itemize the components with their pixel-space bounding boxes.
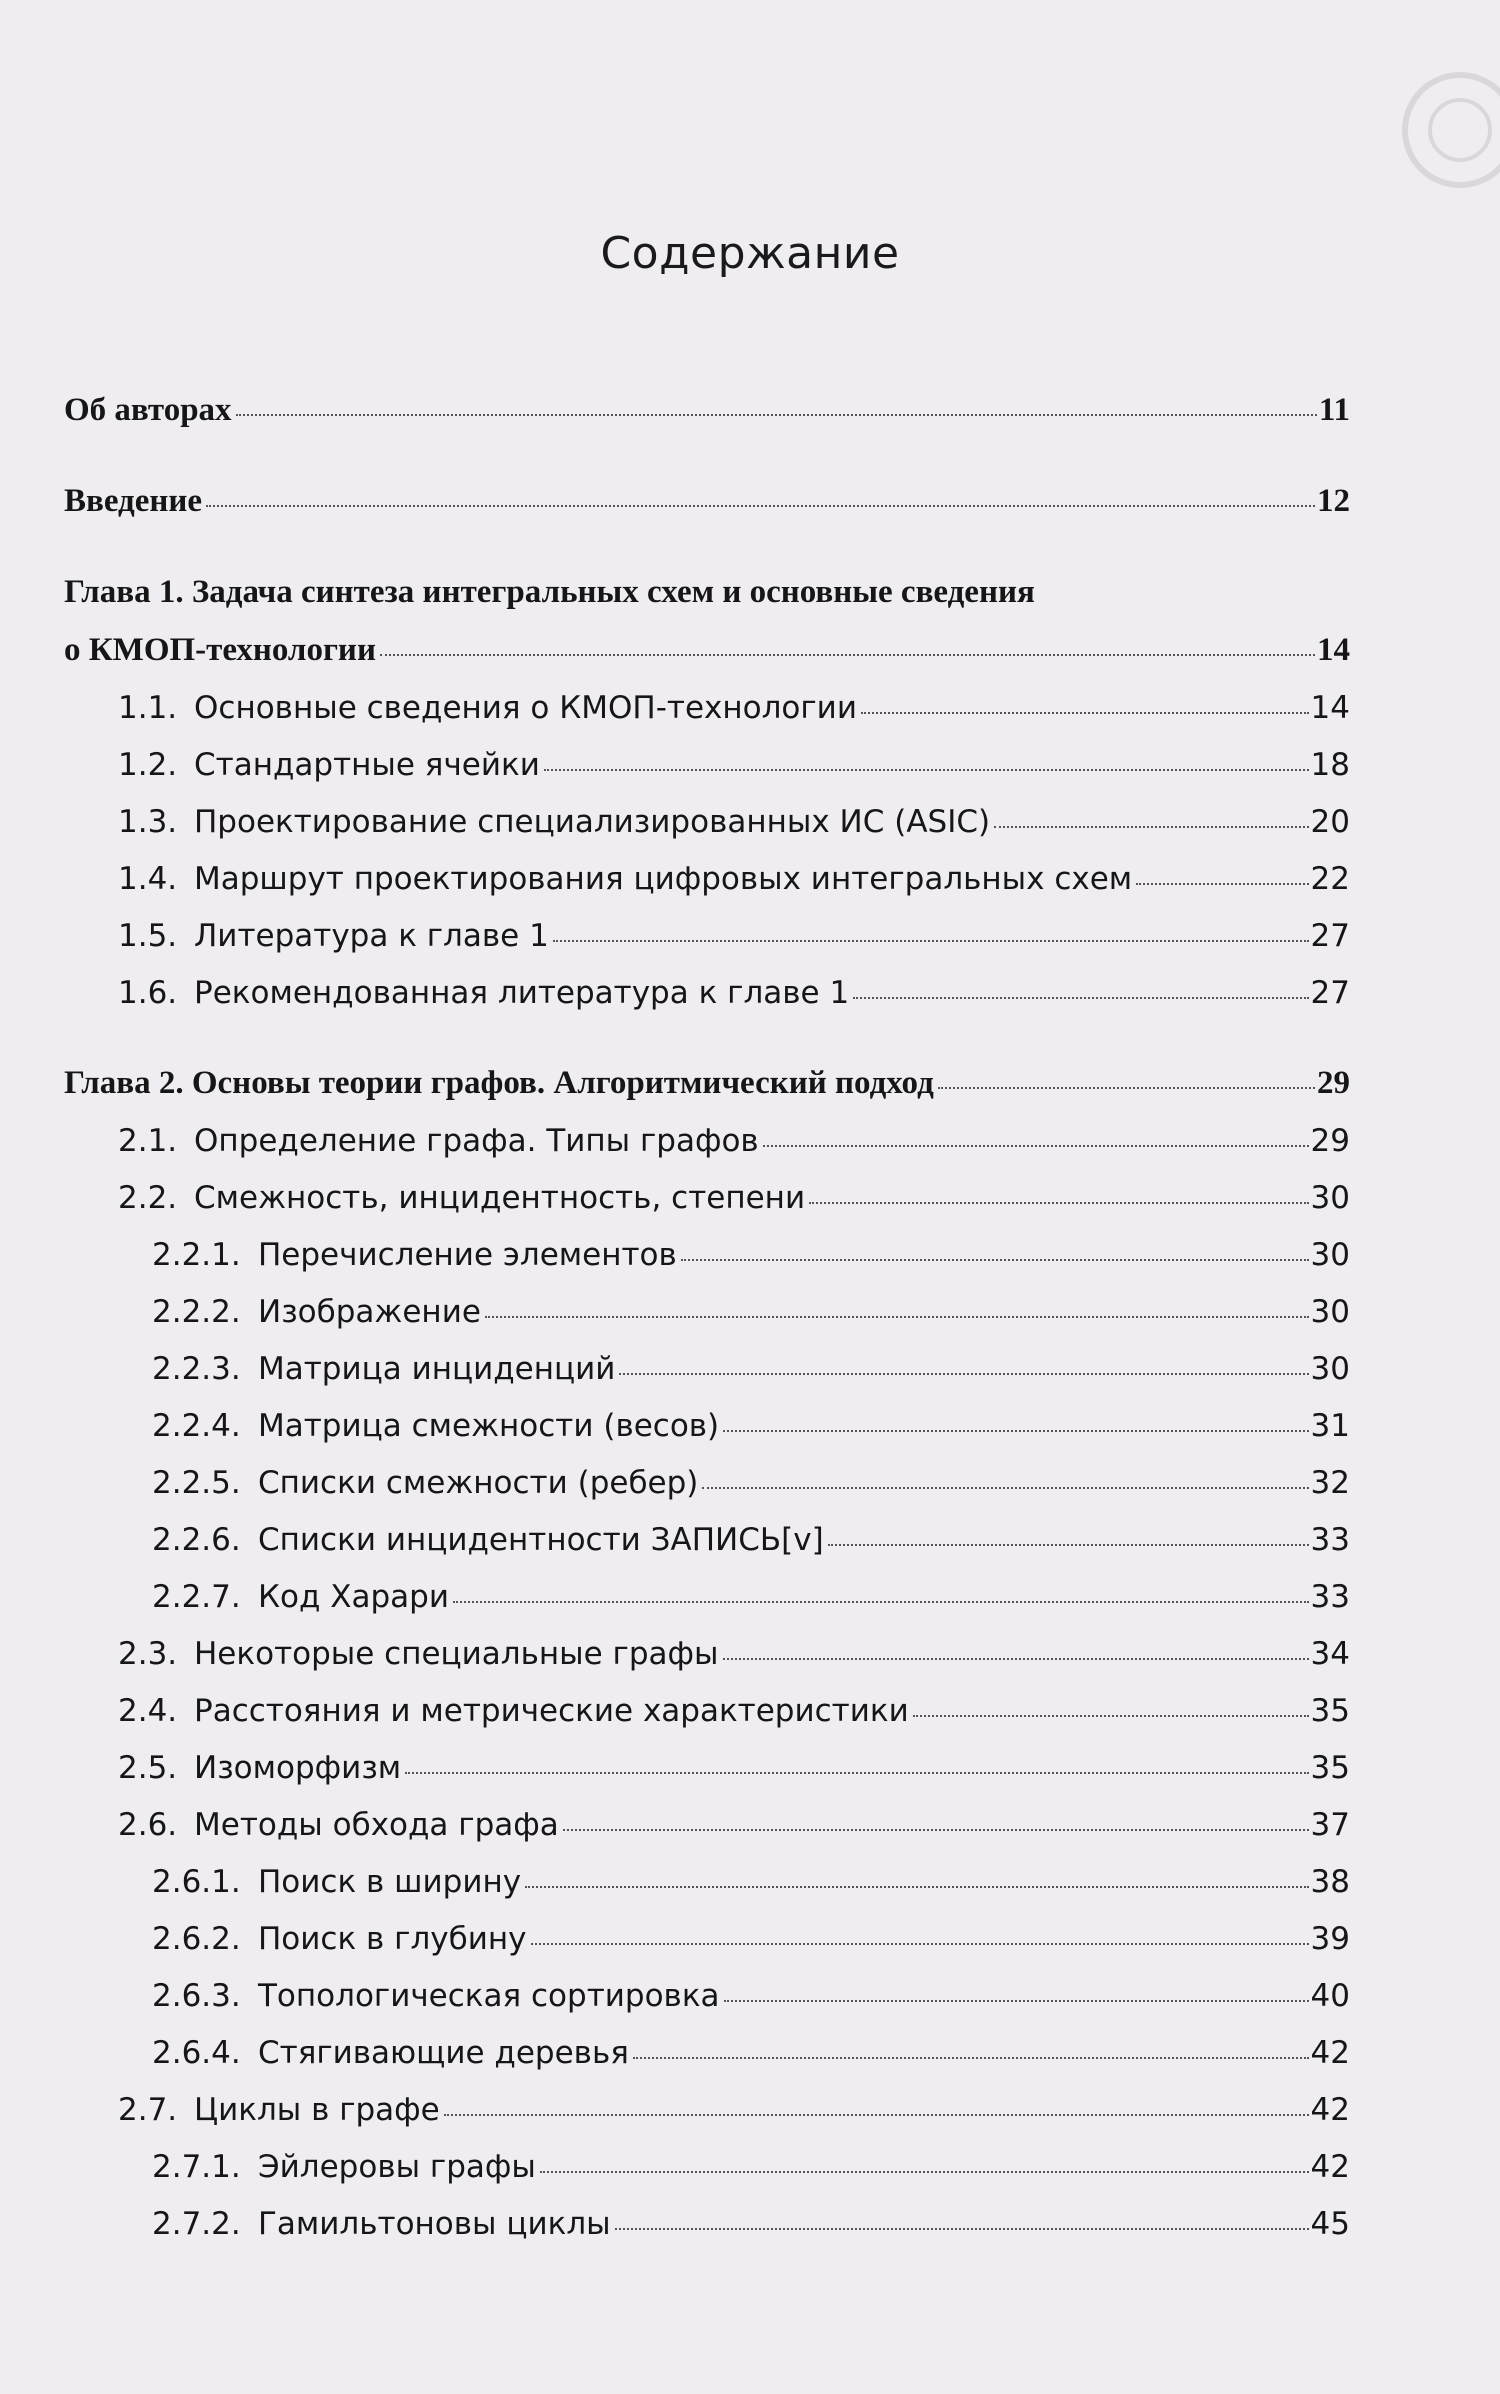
entry-page: 30 bbox=[1310, 1294, 1350, 1330]
entry-label: Поиск в ширину bbox=[258, 1864, 522, 1900]
toc-entry-2-7-1 bbox=[152, 2147, 1350, 2187]
toc-entry-2-2-2 bbox=[152, 1292, 1350, 1332]
entry-page: 32 bbox=[1310, 1465, 1350, 1501]
entry-page: 18 bbox=[1310, 747, 1350, 783]
entry-label: Рекомендованная литература к главе 1 bbox=[194, 975, 850, 1011]
toc-entry-2-7 bbox=[118, 2090, 1350, 2130]
entry-label: Основные сведения о КМОП-технологии bbox=[194, 690, 857, 726]
toc-entry-2-5 bbox=[118, 1748, 1350, 1788]
entry-page: 31 bbox=[1310, 1408, 1350, 1444]
dot-leader bbox=[861, 712, 1309, 714]
entry-page: 35 bbox=[1310, 1693, 1350, 1729]
dot-leader bbox=[723, 1430, 1308, 1432]
toc-entry-2-2-5 bbox=[152, 1463, 1350, 1503]
dot-leader bbox=[615, 2228, 1309, 2230]
entry-label: Эйлеровы графы bbox=[258, 2149, 536, 2185]
dot-leader bbox=[681, 1259, 1309, 1261]
toc-entry-2-2-4 bbox=[152, 1406, 1350, 1446]
entry-page: 29 bbox=[1310, 1123, 1350, 1159]
entry-number: 2.5. bbox=[118, 1750, 178, 1786]
bleed-through-logo bbox=[1270, 40, 1500, 200]
toc-entry-chapter-2 bbox=[64, 1063, 1350, 1103]
entry-number: 2.2.4. bbox=[152, 1408, 241, 1444]
dot-leader bbox=[994, 826, 1308, 828]
entry-page: 22 bbox=[1310, 861, 1350, 897]
dot-leader bbox=[828, 1544, 1309, 1546]
toc-entry-2-2-1 bbox=[152, 1235, 1350, 1275]
entry-label: Матрица смежности (весов) bbox=[258, 1408, 720, 1444]
toc-entry-2-4 bbox=[118, 1691, 1350, 1731]
entry-number: 2.2.6. bbox=[152, 1522, 241, 1558]
entry-number: 2.2.7. bbox=[152, 1579, 241, 1615]
entry-number: 2.7.2. bbox=[152, 2206, 241, 2242]
toc-entry-1-3 bbox=[118, 802, 1350, 842]
entry-number: 2.6.2. bbox=[152, 1921, 241, 1957]
entry-label: Код Харари bbox=[258, 1579, 449, 1615]
entry-page: 42 bbox=[1310, 2035, 1350, 2071]
entry-page: 30 bbox=[1310, 1180, 1350, 1216]
entry-number: 2.1. bbox=[118, 1123, 178, 1159]
entry-page: 14 bbox=[1317, 632, 1350, 668]
toc-entry-1-4 bbox=[118, 859, 1350, 899]
entry-label: Об авторах bbox=[64, 392, 232, 428]
toc-entry-2-2-3 bbox=[152, 1349, 1350, 1389]
dot-leader bbox=[809, 1202, 1308, 1204]
toc-entry-about-authors bbox=[64, 390, 1350, 430]
entry-number: 1.5. bbox=[118, 918, 178, 954]
entry-label: Стандартные ячейки bbox=[194, 747, 540, 783]
toc-entry-chapter-1 bbox=[64, 630, 1350, 670]
entry-number: 2.2.3. bbox=[152, 1351, 241, 1387]
toc-entry-1-5 bbox=[118, 916, 1350, 956]
toc-entry-2-2 bbox=[118, 1178, 1350, 1218]
entry-number: 1.3. bbox=[118, 804, 178, 840]
entry-label: Глава 2. Основы теории графов. Алгоритмический подход bbox=[64, 1065, 934, 1101]
entry-label: Изоморфизм bbox=[194, 1750, 402, 1786]
entry-label: Литература к главе 1 bbox=[194, 918, 549, 954]
toc-entry-2-1 bbox=[118, 1121, 1350, 1161]
toc-entry-1-2 bbox=[118, 745, 1350, 785]
dot-leader bbox=[525, 1886, 1308, 1888]
page-title: Содержание bbox=[600, 228, 900, 279]
entry-page: 40 bbox=[1310, 1978, 1350, 2014]
toc-entry-1-1 bbox=[118, 688, 1350, 728]
dot-leader bbox=[763, 1145, 1309, 1147]
entry-label: Глава 1. Задача синтеза интегральных схем и основные сведения bbox=[64, 574, 1035, 610]
entry-number: 1.6. bbox=[118, 975, 178, 1011]
toc-entry-2-6-4 bbox=[152, 2033, 1350, 2073]
entry-page: 42 bbox=[1310, 2092, 1350, 2128]
entry-label: Изображение bbox=[258, 1294, 481, 1330]
dot-leader bbox=[553, 940, 1309, 942]
toc-entry-2-6-3 bbox=[152, 1976, 1350, 2016]
entry-label: Топологическая сортировка bbox=[258, 1978, 720, 2014]
entry-label: Введение bbox=[64, 483, 203, 519]
dot-leader bbox=[206, 505, 1315, 507]
entry-label: Стягивающие деревья bbox=[258, 2035, 629, 2071]
dot-leader bbox=[702, 1487, 1308, 1489]
toc-entry-2-6 bbox=[118, 1805, 1350, 1845]
entry-page: 33 bbox=[1310, 1579, 1350, 1615]
entry-page: 38 bbox=[1310, 1864, 1350, 1900]
entry-label: Проектирование специализированных ИС (ASIC) bbox=[194, 804, 991, 840]
dot-leader bbox=[453, 1601, 1309, 1603]
dot-leader bbox=[444, 2114, 1309, 2116]
entry-page: 35 bbox=[1310, 1750, 1350, 1786]
toc-entry-2-3 bbox=[118, 1634, 1350, 1674]
entry-label: Списки инцидентности ЗАПИСЬ[v] bbox=[258, 1522, 824, 1558]
entry-number: 2.4. bbox=[118, 1693, 178, 1729]
entry-page: 30 bbox=[1310, 1237, 1350, 1273]
entry-label: Методы обхода графа bbox=[194, 1807, 559, 1843]
entry-page: 34 bbox=[1310, 1636, 1350, 1672]
dot-leader bbox=[633, 2057, 1309, 2059]
entry-page: 27 bbox=[1310, 975, 1350, 1011]
entry-page: 33 bbox=[1310, 1522, 1350, 1558]
entry-page: 42 bbox=[1310, 2149, 1350, 2185]
entry-label: Поиск в глубину bbox=[258, 1921, 527, 1957]
toc-entry-2-2-6 bbox=[152, 1520, 1350, 1560]
dot-leader bbox=[938, 1087, 1315, 1089]
entry-page: 37 bbox=[1310, 1807, 1350, 1843]
entry-page: 27 bbox=[1310, 918, 1350, 954]
toc-entry-1-6 bbox=[118, 973, 1350, 1013]
dot-leader bbox=[540, 2171, 1309, 2173]
dot-leader bbox=[563, 1829, 1309, 1831]
dot-leader bbox=[619, 1373, 1308, 1375]
toc-entry-2-6-2 bbox=[152, 1919, 1350, 1959]
entry-number: 2.2.2. bbox=[152, 1294, 241, 1330]
entry-page: 20 bbox=[1310, 804, 1350, 840]
entry-number: 1.4. bbox=[118, 861, 178, 897]
dot-leader bbox=[913, 1715, 1309, 1717]
dot-leader bbox=[380, 654, 1315, 656]
dot-leader bbox=[724, 2000, 1309, 2002]
entry-number: 2.6.4. bbox=[152, 2035, 241, 2071]
entry-label: Гамильтоновы циклы bbox=[258, 2206, 611, 2242]
entry-number: 1.1. bbox=[118, 690, 178, 726]
toc-entry-chapter-1-line1 bbox=[64, 572, 1350, 612]
entry-label: о КМОП-технологии bbox=[64, 632, 376, 668]
toc-entry-introduction bbox=[64, 481, 1350, 521]
dot-leader bbox=[531, 1943, 1309, 1945]
entry-label: Некоторые специальные графы bbox=[194, 1636, 719, 1672]
entry-page: 39 bbox=[1310, 1921, 1350, 1957]
dot-leader bbox=[723, 1658, 1309, 1660]
entry-page: 12 bbox=[1317, 483, 1350, 519]
entry-page: 11 bbox=[1318, 392, 1350, 428]
dot-leader bbox=[485, 1316, 1309, 1318]
toc-entry-2-2-7 bbox=[152, 1577, 1350, 1617]
entry-number: 1.2. bbox=[118, 747, 178, 783]
toc-entry-2-7-2 bbox=[152, 2204, 1350, 2244]
entry-label: Перечисление элементов bbox=[258, 1237, 677, 1273]
entry-label: Определение графа. Типы графов bbox=[194, 1123, 759, 1159]
dot-leader bbox=[236, 414, 1317, 416]
entry-page: 29 bbox=[1317, 1065, 1350, 1101]
entry-number: 2.6.3. bbox=[152, 1978, 241, 2014]
entry-page: 45 bbox=[1310, 2206, 1350, 2242]
entry-label: Смежность, инцидентность, степени bbox=[194, 1180, 806, 1216]
entry-label: Маршрут проектирования цифровых интегральных схем bbox=[194, 861, 1133, 897]
entry-label: Матрица инциденций bbox=[258, 1351, 616, 1387]
entry-number: 2.6. bbox=[118, 1807, 178, 1843]
entry-number: 2.3. bbox=[118, 1636, 178, 1672]
dot-leader bbox=[853, 997, 1308, 999]
dot-leader bbox=[544, 769, 1309, 771]
entry-number: 2.6.1. bbox=[152, 1864, 241, 1900]
entry-number: 2.2.5. bbox=[152, 1465, 241, 1501]
entry-label: Расстояния и метрические характеристики bbox=[194, 1693, 909, 1729]
entry-number: 2.7. bbox=[118, 2092, 178, 2128]
dot-leader bbox=[1136, 883, 1308, 885]
entry-label: Циклы в графе bbox=[194, 2092, 440, 2128]
entry-page: 14 bbox=[1310, 690, 1350, 726]
entry-number: 2.2. bbox=[118, 1180, 178, 1216]
toc-entry-2-6-1 bbox=[152, 1862, 1350, 1902]
entry-number: 2.7.1. bbox=[152, 2149, 241, 2185]
entry-page: 30 bbox=[1310, 1351, 1350, 1387]
dot-leader bbox=[405, 1772, 1308, 1774]
entry-number: 2.2.1. bbox=[152, 1237, 241, 1273]
entry-label: Списки смежности (ребер) bbox=[258, 1465, 699, 1501]
